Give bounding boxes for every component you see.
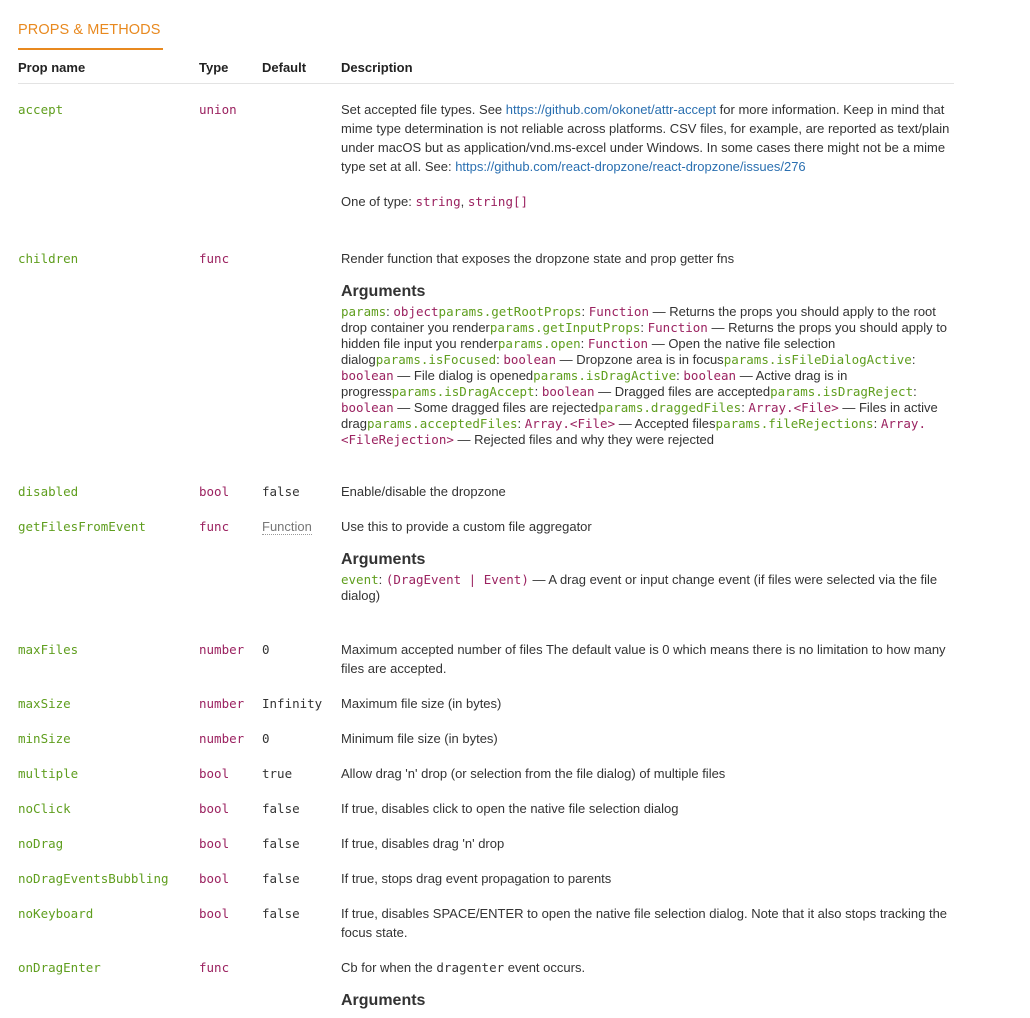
prop-name: noClick: [18, 801, 71, 816]
prop-type: number: [199, 642, 245, 657]
arguments-heading: Arguments: [341, 551, 426, 568]
table-row: [18, 517, 954, 634]
argument-desc: — Open the native file selection dialog: [341, 336, 836, 367]
argument-name: params.isFileDialogActive: [723, 352, 912, 367]
argument-type: boolean: [341, 400, 394, 415]
prop-description: Maximum accepted number of files The default value is 0 which means there is no limitation to how many files are accepted.: [341, 642, 946, 676]
prop-description: If true, disables SPACE/ENTER to open the native file selection dialog. Note that it also stops tracking the focus state.: [341, 906, 948, 940]
prop-description: Maximum file size (in bytes): [341, 696, 502, 711]
prop-name: disabled: [18, 484, 79, 499]
argument-desc: — Rejected files and why they were rejected: [453, 432, 715, 447]
prop-type: bool: [199, 871, 230, 886]
prop-default: false: [262, 906, 300, 921]
prop-description: If true, disables click to open the native file selection dialog: [341, 801, 679, 816]
prop-description: Cb for when the dragenter event occurs. Arguments: [341, 958, 954, 1011]
argument-desc: — Returns the props you should apply to the root drop container you render: [341, 304, 936, 335]
argument-name: params: [341, 304, 387, 319]
prop-description: If true, stops drag event propagation to parents: [341, 871, 612, 886]
prop-name: noKeyboard: [18, 906, 94, 921]
argument-name: params.isDragAccept: [391, 384, 535, 399]
prop-type: bool: [199, 906, 230, 921]
table-row: [18, 694, 954, 729]
prop-description: Render function that exposes the dropzone state and prop getter fns Arguments params: objectparams.getRootProps: Function — Returns the props you should apply to the root drop container you renderparams.getInputProps: Function — Returns the props you should apply to hidden file input you renderparams.open: Function — Open the native file selection dialogparams.isFocused: boolean — Dropzone area is in focusparams.isFileDialogActive: boolean — File dialog is openedparams.isDragActive: boolean — Active drag is in progressparams.isDragAccept: boolean — Dragged files are acceptedparams.isDragReject: boolean — Some dragged files are rejectedparams.draggedFiles: Array.<File> — Files in active dragparams.acceptedFiles: Array.<File> — Accepted filesparams.fileRejections: Array.<FileRejection> — Rejected files and why they were rejected: [341, 237, 954, 476]
argument-name: params.open: [497, 336, 581, 351]
arguments-list: event: (DragEvent | Event) — A drag event or input change event (if files were selected via the file dialog): [341, 572, 938, 603]
argument-type: boolean: [541, 384, 595, 399]
prop-description: If true, disables drag 'n' drop: [341, 836, 505, 851]
argument-desc: — Some dragged files are rejected: [393, 400, 599, 415]
argument-desc: — Active drag is in progress: [341, 368, 848, 399]
prop-default: Infinity: [262, 696, 323, 711]
table-row: [18, 869, 954, 904]
argument-desc: — Dragged files are accepted: [594, 384, 771, 399]
table-row: [18, 958, 954, 1011]
prop-name: children: [18, 251, 79, 266]
table-row: [18, 904, 954, 958]
prop-name: maxFiles: [18, 642, 79, 657]
argument-name: params.getInputProps: [489, 320, 641, 335]
argument-name: params.acceptedFiles: [367, 416, 518, 431]
dropzone-issue-link[interactable]: https://github.com/react-dropzone/react-dropzone/issues/276: [455, 159, 806, 174]
prop-name: minSize: [18, 731, 71, 746]
prop-name: multiple: [18, 766, 79, 781]
prop-name: maxSize: [18, 696, 71, 711]
argument-type: Array.<File>: [748, 400, 839, 415]
argument-desc: — Files in active drag: [341, 400, 938, 431]
prop-type: bool: [199, 766, 230, 781]
table-row: [18, 729, 954, 764]
prop-default: false: [262, 484, 300, 499]
argument-type: Array.<FileRejection>: [341, 416, 926, 447]
argument-desc: — File dialog is opened: [393, 368, 534, 383]
prop-description: Allow drag 'n' drop (or selection from the file dialog) of multiple files: [341, 766, 726, 781]
tab-props-methods[interactable]: PROPS & METHODS: [18, 22, 163, 50]
header-default: Default: [262, 56, 341, 84]
argument-name: params.isDragReject: [770, 384, 914, 399]
prop-type: union: [199, 102, 237, 117]
prop-default[interactable]: Function: [262, 519, 312, 534]
arguments-list: params: objectparams.getRootProps: Function — Returns the props you should apply to the root drop container you renderparams.getInputProps: Function — Returns the props you should apply to hidden file input you renderparams.open: Function — Open the native file selection dialogparams.isFocused: boolean — Dropzone area is in focusparams.isFileDialogActive: boolean — File dialog is openedparams.isDragActive: boolean — Active drag is in progressparams.isDragAccept: boolean — Dragged files are acceptedparams.isDragReject: boolean — Some dragged files are rejectedparams.draggedFiles: Array.<File> — Files in active dragparams.acceptedFiles: Array.<File> — Accepted filesparams.fileRejections: Array.<FileRejection> — Rejected files and why they were rejected: [341, 304, 948, 447]
argument-name: params.isFocused: [375, 352, 497, 367]
table-row: [18, 634, 954, 694]
prop-type: func: [199, 519, 230, 534]
table-header-row: [18, 56, 954, 84]
prop-description: Set accepted file types. See https://github.com/okonet/attr-accept for more information. Keep in mind that mime type determination is not reliable across platforms. CSV files, for example, are reported as text/plain under macOS but as application/vnd.ms-excel under Windows. In some cases there might not be a mime type set at all. See: https://github.com/react-dropzone/react-dropzone/issues/276 One of type: string, string[]: [341, 102, 950, 209]
prop-default: true: [262, 766, 293, 781]
prop-description: Minimum file size (in bytes): [341, 731, 498, 746]
table-row: [18, 799, 954, 834]
prop-type: number: [199, 696, 245, 711]
prop-type: bool: [199, 484, 230, 499]
table-row: [18, 476, 954, 517]
argument-name: params.getRootProps: [438, 304, 582, 319]
table-row: [18, 84, 954, 238]
argument-name: params.isDragActive: [533, 368, 677, 383]
prop-name: noDrag: [18, 836, 64, 851]
prop-type: bool: [199, 801, 230, 816]
prop-type: bool: [199, 836, 230, 851]
argument-desc: — Returns the props you should apply to hidden file input you render: [341, 320, 948, 351]
header-type: Type: [199, 56, 262, 84]
prop-name: noDragEventsBubbling: [18, 871, 169, 886]
arguments-heading: Arguments: [341, 992, 426, 1009]
table-row: [18, 834, 954, 869]
arguments-heading: Arguments: [341, 283, 426, 300]
prop-name: accept: [18, 102, 64, 117]
argument-desc: — Dropzone area is in focus: [556, 352, 724, 367]
argument-desc: — Accepted files: [615, 416, 716, 431]
prop-description: Enable/disable the dropzone: [341, 484, 506, 499]
argument-type: Function: [647, 320, 708, 335]
argument-name: params.fileRejections: [715, 416, 874, 431]
attr-accept-link[interactable]: https://github.com/okonet/attr-accept: [505, 102, 717, 117]
argument-type: Function: [587, 336, 649, 351]
prop-default: 0: [262, 642, 270, 657]
header-description: Description: [341, 56, 954, 84]
table-row: [18, 237, 954, 476]
prop-name: getFilesFromEvent: [18, 519, 146, 534]
prop-type: func: [199, 251, 230, 266]
argument-type: boolean: [341, 368, 394, 383]
prop-type: func: [199, 960, 230, 975]
argument-type: Array.<File>: [524, 416, 616, 431]
header-prop-name: Prop name: [18, 56, 199, 84]
prop-type: number: [199, 731, 245, 746]
prop-default: false: [262, 871, 300, 886]
prop-default: 0: [262, 731, 270, 746]
prop-name: onDragEnter: [18, 960, 101, 975]
prop-description: Use this to provide a custom file aggregator Arguments event: (DragEvent | Event) — A drag event or input change event (if files were selected via the file dialog): [341, 517, 954, 634]
argument-type: boolean: [683, 368, 737, 383]
argument-type: boolean: [503, 352, 557, 367]
props-table: [18, 56, 954, 1011]
argument-name: params.draggedFiles: [598, 400, 742, 415]
table-row: [18, 764, 954, 799]
argument-type: Function: [588, 304, 649, 319]
argument-type: object: [393, 304, 439, 319]
prop-default: false: [262, 801, 300, 816]
prop-default: false: [262, 836, 300, 851]
